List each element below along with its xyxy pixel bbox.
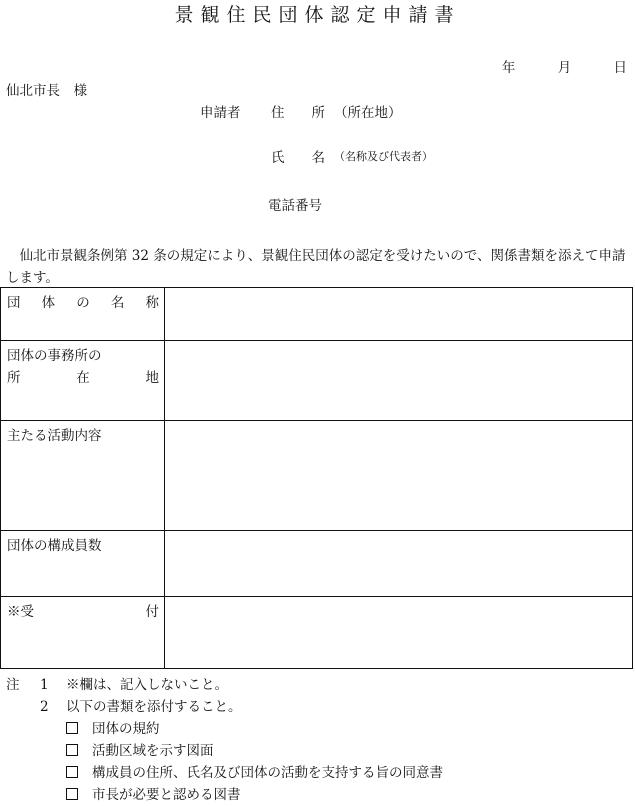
table-row (1, 341, 633, 421)
application-form-table (0, 287, 633, 669)
row-label-reception (1, 597, 165, 669)
table-row (1, 288, 633, 341)
checkbox-icon (66, 766, 78, 778)
attachment-label: 団体の規約 (92, 721, 160, 737)
spread-label (7, 367, 159, 389)
name-note: （名称及び代表者） (334, 150, 433, 163)
attachment-item (6, 740, 443, 762)
reception-field (165, 597, 633, 669)
table-row (1, 531, 633, 597)
checkbox-icon (66, 722, 78, 734)
document-title: 景観住民団体認定申請書 (174, 4, 461, 26)
label-line: 主たる活動内容 (7, 428, 102, 444)
notes-section (6, 674, 443, 806)
group-name-field[interactable] (165, 288, 633, 341)
row-label-group-name (1, 288, 165, 341)
office-location-field[interactable] (165, 341, 633, 421)
label-char: 在 (76, 370, 90, 386)
attachment-item (6, 762, 443, 784)
table-row (1, 421, 633, 531)
attachment-label: 構成員の住所、氏名及び団体の活動を支持する旨の同意書 (92, 765, 443, 781)
attachment-item (6, 718, 443, 740)
spread-label (7, 601, 159, 623)
label-char: 付 (145, 604, 159, 620)
label-char: 体 (41, 295, 56, 311)
note-text: 以下の書類を添付すること。 (66, 699, 242, 715)
main-activities-field[interactable] (165, 421, 633, 531)
address-note: （所在地） (334, 105, 402, 121)
date-day: 日 (613, 60, 627, 76)
checkbox-icon (66, 744, 78, 756)
date-month: 月 (557, 60, 572, 76)
label-line: 団体の事務所の (7, 348, 102, 364)
attachment-item (6, 784, 443, 806)
row-label-main-activities (1, 421, 165, 531)
label-char: 団 (7, 295, 21, 311)
row-label-member-count (1, 531, 165, 597)
phone-label: 電話番号 (268, 198, 322, 214)
applicant-label: 申請者 (200, 105, 241, 121)
label-char: の (76, 295, 90, 311)
attachment-label: 市長が必要と認める図書 (92, 787, 241, 803)
addressee: 仙北市長 様 (6, 83, 87, 99)
name-label: 氏 名 (271, 150, 325, 166)
application-statement: 仙北市景観条例第 32 条の規定により、景観住民団体の認定を受けたいので、関係書類を添えて申請します。 (6, 248, 626, 286)
address-label: 住 所 (271, 105, 325, 121)
note-number: 2 (40, 699, 49, 715)
label-char: 称 (145, 295, 159, 311)
member-count-field[interactable] (165, 531, 633, 597)
notes-head: 注 (6, 677, 20, 693)
note-item (6, 674, 443, 696)
note-text: ※欄は、記入しないこと。 (66, 677, 228, 693)
checkbox-icon (66, 788, 78, 800)
label-char: 名 (110, 295, 125, 311)
spread-label (7, 292, 159, 314)
row-label-office-location (1, 341, 165, 421)
label-char: 所 (7, 370, 21, 386)
date-line (464, 56, 627, 76)
label-line: 団体の構成員数 (7, 538, 102, 554)
label-char: 地 (145, 370, 159, 386)
note-item (6, 696, 443, 718)
attachment-label: 活動区域を示す図面 (92, 743, 214, 759)
table-row (1, 597, 633, 669)
note-number: 1 (40, 677, 49, 693)
label-char: ※受 (7, 604, 34, 620)
date-year: 年 (501, 60, 516, 76)
